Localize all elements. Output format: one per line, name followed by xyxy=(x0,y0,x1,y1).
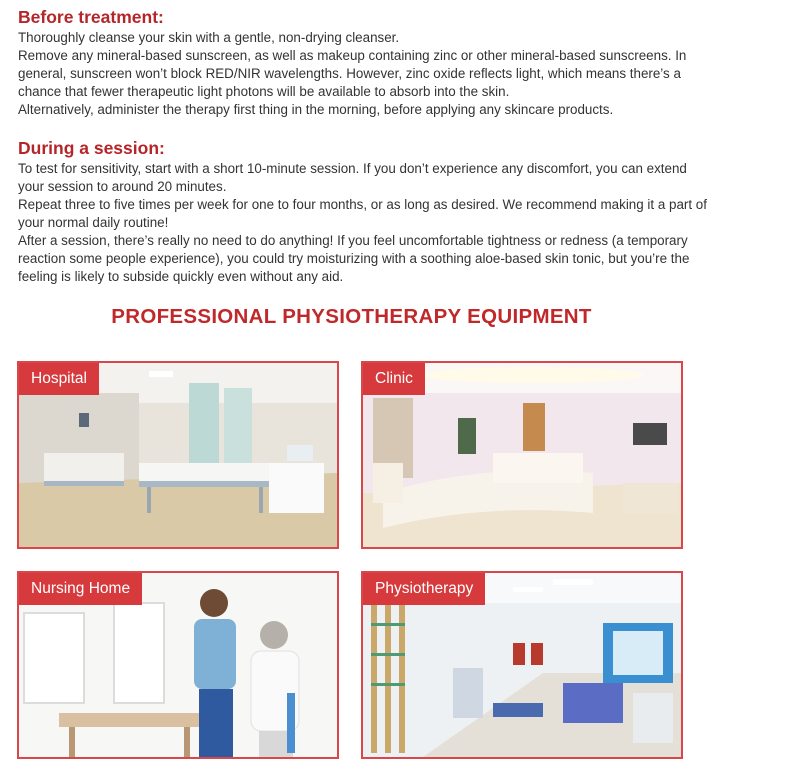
before-treatment-section xyxy=(18,6,708,119)
physiotherapy-label: Physiotherapy xyxy=(363,573,485,605)
hospital-card xyxy=(17,361,339,549)
during-paragraph-2: Repeat three to five times per week for one to four months, or as long as desired. We recommend making it a part of your normal daily routine! xyxy=(18,197,707,230)
nursing-home-card xyxy=(17,571,339,759)
during-session-section xyxy=(18,137,708,286)
physiotherapy-card xyxy=(361,571,683,759)
before-paragraph-1: Thoroughly cleanse your skin with a gentle, non-drying cleanser. xyxy=(18,30,400,45)
clinic-card xyxy=(361,361,683,549)
during-paragraph-1: To test for sensitivity, start with a short 10-minute session. If you don’t experience any discomfort, you can extend your session to around 20 minutes. xyxy=(18,161,687,194)
hospital-label: Hospital xyxy=(19,363,99,395)
during-session-heading: During a session: xyxy=(18,138,165,158)
before-treatment-heading: Before treatment: xyxy=(18,7,164,27)
during-paragraph-3: After a session, there’s really no need to do anything! If you feel uncomfortable tightness or redness (a temporary reaction some people experience), you could try moisturizing with a soothing aloe-based skin tonic, but you’re the feeling is likely to subside quickly even without any aid. xyxy=(18,233,690,284)
clinic-label: Clinic xyxy=(363,363,425,395)
before-paragraph-2: Remove any mineral-based sunscreen, as well as makeup containing zinc or other mineral-based sunscreens. In general, sunscreen won’t block RED/NIR wavelengths. However, zinc oxide reflects light, which means there’s a chance that fewer therapeutic light photons will be available to absorb into the skin. xyxy=(18,48,687,99)
equipment-title: PROFESSIONAL PHYSIOTHERAPY EQUIPMENT xyxy=(111,305,592,328)
before-paragraph-3: Alternatively, administer the therapy first thing in the morning, before applying any skincare products. xyxy=(18,102,614,117)
nursing-home-label: Nursing Home xyxy=(19,573,142,605)
